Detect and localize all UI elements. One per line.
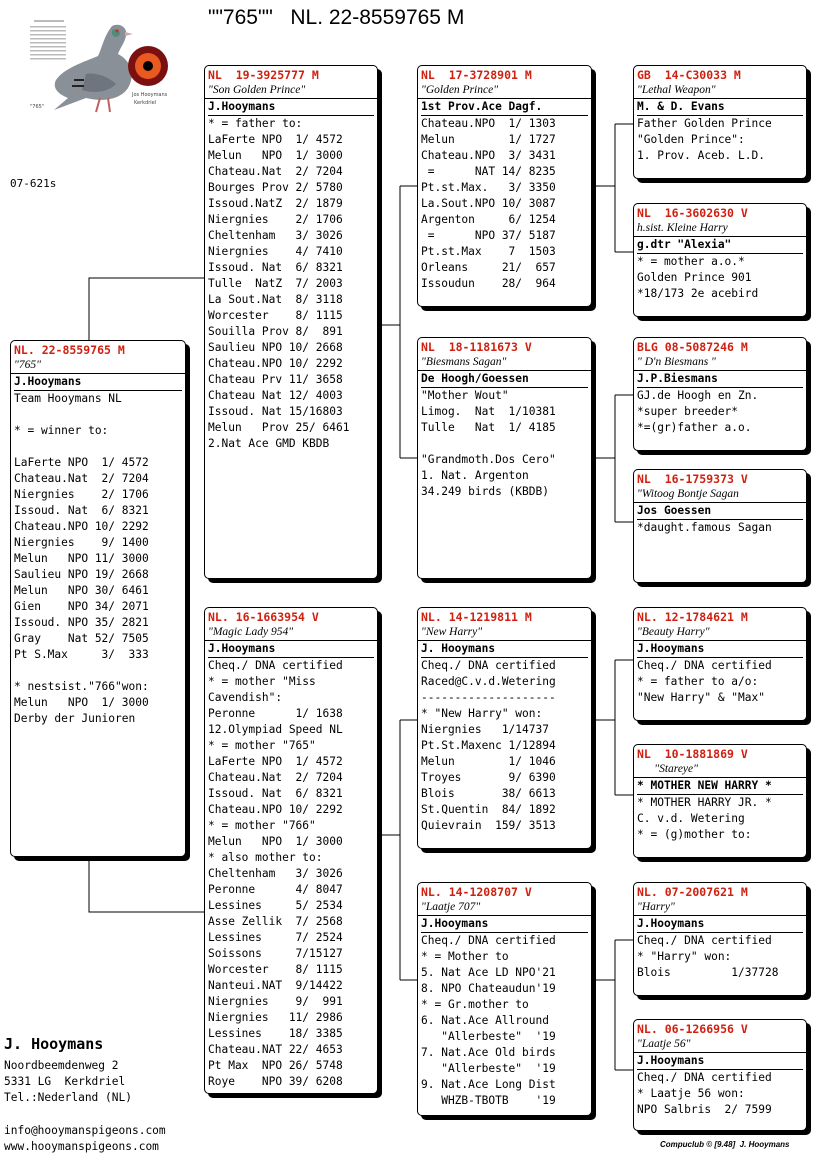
detail-line: * = mother a.o.* — [637, 255, 745, 268]
pedigree-card-main — [10, 340, 186, 857]
detail-line — [14, 407, 182, 423]
detail-line: LaFerte NPO 1/ 4572 — [208, 755, 343, 768]
card-details — [634, 916, 806, 981]
detail-line: Orleans 21/ 657 — [421, 261, 556, 274]
detail-line: * also mother to: — [208, 851, 323, 864]
page-title: ""765"" NL. 22-8559765 M — [208, 6, 465, 29]
detail-line: * = mother "Miss — [208, 675, 316, 688]
owner-line: * MOTHER NEW HARRY * — [637, 778, 803, 795]
pedigree-card-ss — [417, 65, 592, 307]
detail-line: * nestsist."766"won: — [14, 680, 149, 693]
detail-line: Peronne 1/ 1638 — [208, 707, 343, 720]
detail-line: * = mother "766" — [208, 819, 316, 832]
detail-line: *super breeder* — [637, 405, 739, 418]
detail-line: * = father to: — [208, 117, 303, 130]
detail-line: Saulieu NPO 19/ 2668 — [14, 568, 149, 581]
detail-line: "Allerbeste" '19 — [421, 1030, 556, 1043]
detail-line: Chateau Prv 11/ 3658 — [208, 373, 343, 386]
detail-line: C. v.d. Wetering — [637, 812, 745, 825]
detail-line: Cheq./ DNA certified — [637, 934, 772, 947]
pigeon-name: "Laatje 707" — [418, 900, 591, 916]
website-link[interactable]: www.hooymanspigeons.com — [4, 1140, 159, 1153]
ring-number: NL. 06-1266956 V — [637, 1022, 748, 1036]
ring-number: NL. 14-1219811 M — [421, 610, 532, 624]
software-credit: Compuclub © [9.48] J. Hooymans — [660, 1140, 790, 1149]
detail-line: LaFerte NPO 1/ 4572 — [208, 133, 343, 146]
svg-text:"765": "765" — [30, 104, 45, 110]
detail-line: Chateau.Nat 2/ 7204 — [14, 472, 149, 485]
detail-line: Niergnies 4/ 7410 — [208, 245, 343, 258]
detail-line: Saulieu NPO 10/ 2668 — [208, 341, 343, 354]
owner-line: J.Hooymans — [208, 641, 374, 658]
owner-line: De Hoogh/Goessen — [421, 371, 588, 388]
detail-line: Pt.st.Max. 3/ 3350 — [421, 181, 556, 194]
detail-line: Melun NPO 11/ 3000 — [14, 552, 149, 565]
detail-line: Melun NPO 30/ 6461 — [14, 584, 149, 597]
detail-line: Chateau Nat 12/ 4003 — [208, 389, 343, 402]
detail-line: 2.Nat Ace GMD KBDB — [208, 437, 330, 450]
detail-line: Limog. Nat 1/10381 — [421, 405, 556, 418]
owner-line: J.Hooymans — [637, 916, 803, 933]
card-details — [418, 916, 591, 1109]
detail-line: 1. Nat. Argenton — [421, 469, 529, 482]
pigeon-name: "Lethal Weapon" — [634, 83, 806, 99]
detail-line: Cheq./ DNA certified — [421, 659, 556, 672]
detail-line: * "New Harry" won: — [421, 707, 543, 720]
svg-text:Jos Hooymans: Jos Hooymans — [132, 92, 168, 98]
pigeon-name: "Biesmans Sagan" — [418, 355, 591, 371]
pedigree-card-dsd — [633, 744, 807, 858]
web-contact — [4, 1123, 166, 1155]
detail-line: Chateau.NPO 10/ 2292 — [208, 357, 343, 370]
card-details — [634, 99, 806, 164]
detail-line: * = Gr.mother to — [421, 998, 529, 1011]
owner-line: J.Hooymans — [637, 641, 803, 658]
detail-line: *18/173 2e acebird — [637, 287, 759, 300]
detail-line: 7. Nat.Ace Old birds — [421, 1046, 556, 1059]
detail-line: La.Sout.NPO 10/ 3087 — [421, 197, 556, 210]
ring-number: NL. 14-1208707 V — [421, 885, 532, 899]
pigeon-name: "Harry" — [634, 900, 806, 916]
owner-line: J.Hooymans — [208, 99, 374, 116]
detail-line: Niergnies 2/ 1706 — [14, 488, 149, 501]
detail-line: Cheq./ DNA certified — [637, 659, 772, 672]
detail-line: Melun 1/ 1046 — [421, 755, 556, 768]
detail-line: * MOTHER HARRY JR. * — [637, 796, 772, 809]
detail-line: Raced@C.v.d.Wetering — [421, 675, 556, 688]
detail-line: NPO Salbris 2/ 7599 — [637, 1103, 772, 1116]
ring-number: NL. 07-2007621 M — [637, 885, 748, 899]
pedigree-card-sd — [417, 337, 592, 579]
ring-number: NL 19-3925777 M — [208, 68, 319, 82]
detail-line: 12.Olympiad Speed NL — [208, 723, 343, 736]
detail-line: Pt S.Max 3/ 333 — [14, 648, 149, 661]
pigeon-name: "Son Golden Prince" — [205, 83, 377, 99]
detail-line — [14, 663, 182, 679]
detail-line: Melun Prov 25/ 6461 — [208, 421, 350, 434]
detail-line: Worcester 8/ 1115 — [208, 963, 343, 976]
owner-line: g.dtr "Alexia" — [637, 237, 803, 254]
detail-line: La Sout.Nat 8/ 3118 — [208, 293, 343, 306]
detail-line: * = father to a/o: — [637, 675, 759, 688]
detail-line: Chateau.NPO 10/ 2292 — [208, 803, 343, 816]
detail-line: Melun NPO 1/ 3000 — [208, 149, 343, 162]
ring-number: NL 10-1881869 V — [637, 747, 748, 761]
detail-line: Niergnies 2/ 1706 — [208, 213, 343, 226]
card-details — [634, 778, 806, 843]
detail-line: Cheltenham 3/ 3026 — [208, 229, 343, 242]
detail-line: * = mother "765" — [208, 739, 316, 752]
detail-line: Chateau.NPO 3/ 3431 — [421, 149, 556, 162]
breeder-contact — [4, 1034, 132, 1106]
detail-line: Chateau.NPO 1/ 1303 — [421, 117, 556, 130]
detail-line: Pt.St.Maxenc 1/12894 — [421, 739, 556, 752]
pigeon-name: " D'n Biesmans " — [634, 355, 806, 371]
detail-line — [421, 436, 588, 452]
detail-line: Cheq./ DNA certified — [208, 659, 343, 672]
pedigree-card-sdd — [633, 469, 807, 583]
detail-line: 5. Nat Ace LD NPO'21 — [421, 966, 556, 979]
ring-number: NL 16-1759373 V — [637, 472, 748, 486]
detail-line: 8. NPO Chateaudun'19 — [421, 982, 556, 995]
detail-line: Cheq./ DNA certified — [421, 934, 556, 947]
detail-line: Blois 1/37728 — [637, 966, 779, 979]
pedigree-card-ds — [417, 607, 592, 849]
detail-line: *daught.famous Sagan — [637, 521, 772, 534]
card-details — [634, 371, 806, 436]
ring-number: GB 14-C30033 M — [637, 68, 741, 82]
owner-line: J.Hooymans — [637, 1053, 803, 1070]
detail-line: Worcester 8/ 1115 — [208, 309, 343, 322]
detail-line: Quievrain 159/ 3513 — [421, 819, 556, 832]
detail-line: Troyes 9/ 6390 — [421, 771, 556, 784]
detail-line: Issoud. Nat 6/ 8321 — [208, 261, 343, 274]
detail-line: 34.249 birds (KBDB) — [421, 485, 549, 498]
detail-line: Nanteui.NAT 9/14422 — [208, 979, 343, 992]
pedigree-card-dds — [633, 882, 807, 996]
detail-line: -------------------- — [421, 691, 556, 704]
detail-line: Lessines 7/ 2524 — [208, 931, 343, 944]
pigeon-name: "Beauty Harry" — [634, 625, 806, 641]
breeder-name: J. Hooymans — [4, 1035, 104, 1053]
pigeon-name: "Magic Lady 954" — [205, 625, 377, 641]
card-details — [205, 641, 377, 1090]
detail-line: Tulle NatZ 7/ 2003 — [208, 277, 343, 290]
pigeon-name: "765" — [11, 358, 185, 374]
detail-line: * = Mother to — [421, 950, 509, 963]
detail-line: = NAT 14/ 8235 — [421, 165, 556, 178]
detail-line: "Allerbeste" '19 — [421, 1062, 556, 1075]
detail-line: Bourges Prov 2/ 5780 — [208, 181, 343, 194]
detail-line: Tulle Nat 1/ 4185 — [421, 421, 556, 434]
detail-line: 1. Prov. Aceb. L.D. — [637, 149, 765, 162]
pedigree-card-ssd — [633, 203, 807, 317]
detail-line: WHZB-TBOTB '19 — [421, 1094, 556, 1107]
detail-line: Issoudun 28/ 964 — [421, 277, 556, 290]
card-details — [418, 641, 591, 834]
detail-line: Soissons 7/15127 — [208, 947, 343, 960]
pigeon-name: h.sist. Kleine Harry — [634, 221, 806, 237]
detail-line: Argenton 6/ 1254 — [421, 213, 556, 226]
address-line-2: 5331 LG Kerkdriel — [4, 1075, 126, 1088]
svg-text:Kerkdriel: Kerkdriel — [134, 100, 157, 106]
detail-line: * = winner to: — [14, 424, 109, 437]
detail-line: Blois 38/ 6613 — [421, 787, 556, 800]
card-details — [205, 99, 377, 452]
detail-line: "Golden Prince": — [637, 133, 745, 146]
detail-line: Chateau.Nat 2/ 7204 — [208, 771, 343, 784]
detail-line: Chateau.NPO 10/ 2292 — [14, 520, 149, 533]
reference-code: 07-621s — [10, 177, 57, 190]
detail-line: Niergnies 11/ 2986 — [208, 1011, 343, 1024]
pigeon-name: "Golden Prince" — [418, 83, 591, 99]
pigeon-name: "Stareye" — [634, 762, 806, 778]
detail-line: Issoud. Nat 6/ 8321 — [208, 787, 343, 800]
detail-line: Gray Nat 52/ 7505 — [14, 632, 149, 645]
detail-line: Lessines 5/ 2534 — [208, 899, 343, 912]
detail-line: LaFerte NPO 1/ 4572 — [14, 456, 149, 469]
detail-line: Issoud. Nat 15/16803 — [208, 405, 343, 418]
detail-line: * Laatje 56 won: — [637, 1087, 745, 1100]
detail-line: * = (g)mother to: — [637, 828, 752, 841]
detail-line: St.Quentin 84/ 1892 — [421, 803, 556, 816]
phone-line: Tel.:Nederland (NL) — [4, 1091, 132, 1104]
pigeon-name: "New Harry" — [418, 625, 591, 641]
detail-line: 6. Nat.Ace Allround — [421, 1014, 549, 1027]
owner-line: M. & D. Evans — [637, 99, 803, 116]
detail-line: Asse Zellik 7/ 2568 — [208, 915, 343, 928]
address-line-1: Noordbeemdenweg 2 — [4, 1059, 119, 1072]
detail-line: Issoud. Nat 6/ 8321 — [14, 504, 149, 517]
detail-line: Niergnies 9/ 991 — [208, 995, 343, 1008]
email-link[interactable]: info@hooymanspigeons.com — [4, 1124, 166, 1137]
detail-line: GJ.de Hoogh en Zn. — [637, 389, 759, 402]
detail-line: Souilla Prov 8/ 891 — [208, 325, 343, 338]
ring-number: BLG 08-5087246 M — [637, 340, 748, 354]
pedigree-card-sss — [633, 65, 807, 179]
detail-line: 9. Nat.Ace Long Dist — [421, 1078, 556, 1091]
detail-line: *=(gr)father a.o. — [637, 421, 752, 434]
detail-line: "Mother Wout" — [421, 389, 509, 402]
detail-line: Roye NPO 39/ 6208 — [208, 1075, 343, 1088]
ring-number: NL. 22-8559765 M — [14, 343, 125, 357]
detail-line: Pt.st.Max 7 1503 — [421, 245, 556, 258]
pedigree-card-dam — [204, 607, 378, 1094]
card-details — [634, 503, 806, 536]
detail-line: "New Harry" & "Max" — [637, 691, 765, 704]
card-details — [11, 374, 185, 727]
card-details — [418, 371, 591, 500]
detail-line: Niergnies 9/ 1400 — [14, 536, 149, 549]
pedigree-card-dss — [633, 607, 807, 721]
ring-number: NL 16-3602630 V — [637, 206, 748, 220]
detail-line: Chateau.Nat 2/ 7204 — [208, 165, 343, 178]
detail-line: Derby der Junioren — [14, 712, 136, 725]
ring-number: NL 17-3728901 M — [421, 68, 532, 82]
pedigree-card-sire — [204, 65, 378, 579]
detail-line: Issoud.NatZ 2/ 1879 — [208, 197, 343, 210]
owner-line: 1st Prov.Ace Dagf. — [421, 99, 588, 116]
detail-line: Team Hooymans NL — [14, 392, 122, 405]
card-details — [418, 99, 591, 292]
owner-line: J. Hooymans — [421, 641, 588, 658]
card-details — [634, 1053, 806, 1118]
pedigree-card-sds — [633, 337, 807, 451]
detail-line: Lessines 18/ 3385 — [208, 1027, 343, 1040]
detail-line: Chateau.NAT 22/ 4653 — [208, 1043, 343, 1056]
ring-number: NL. 12-1784621 M — [637, 610, 748, 624]
detail-line: Peronne 4/ 8047 — [208, 883, 343, 896]
pigeon-name: "Witoog Bontje Sagan — [634, 487, 806, 503]
card-details — [634, 237, 806, 302]
detail-line: Father Golden Prince — [637, 117, 772, 130]
detail-line: Pt Max NPO 26/ 5748 — [208, 1059, 343, 1072]
detail-line: * "Harry" won: — [637, 950, 732, 963]
pedigree-card-ddd — [633, 1019, 807, 1131]
detail-line: Melun 1/ 1727 — [421, 133, 556, 146]
pedigree-card-dd — [417, 882, 592, 1116]
detail-line — [14, 439, 182, 455]
detail-line: Melun NPO 1/ 3000 — [14, 696, 149, 709]
detail-line: = NPO 37/ 5187 — [421, 229, 556, 242]
ring-number: NL 18-1181673 V — [421, 340, 532, 354]
detail-line: Gien NPO 34/ 2071 — [14, 600, 149, 613]
owner-line: J.Hooymans — [14, 374, 182, 391]
detail-line: Cheq./ DNA certified — [637, 1071, 772, 1084]
detail-line: Cavendish": — [208, 691, 283, 704]
card-details — [634, 641, 806, 706]
ring-number: NL. 16-1663954 V — [208, 610, 319, 624]
detail-line: Cheltenham 3/ 3026 — [208, 867, 343, 880]
detail-line: Niergnies 1/14737 — [421, 723, 549, 736]
owner-line: J.P.Biesmans — [637, 371, 803, 388]
detail-line: Golden Prince 901 — [637, 271, 752, 284]
detail-line: Issoud. NPO 35/ 2821 — [14, 616, 149, 629]
owner-line: Jos Goessen — [637, 503, 803, 520]
detail-line: "Grandmoth.Dos Cero" — [421, 453, 556, 466]
detail-line: Melun NPO 1/ 3000 — [208, 835, 343, 848]
pigeon-name: "Laatje 56" — [634, 1037, 806, 1053]
owner-line: J.Hooymans — [421, 916, 588, 933]
